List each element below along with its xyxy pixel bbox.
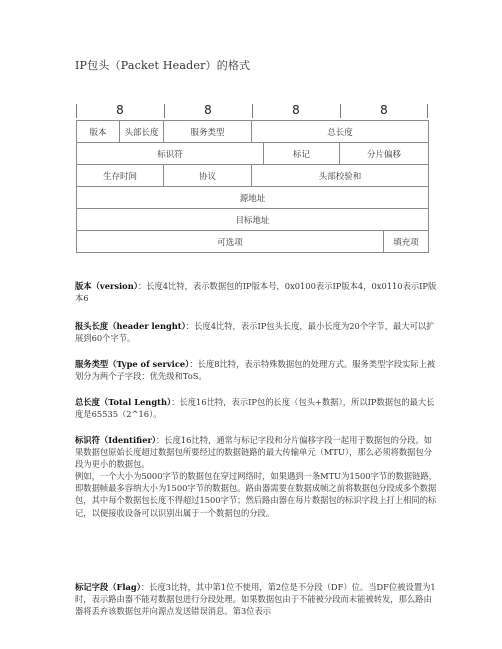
bit-width-label: 8 [116,103,124,117]
field-text: ：长度8比特，表示特殊数据包的处理方式。服务类型字段实际上被划分为两个子字段：优先级和ToS。 [75,359,436,382]
table-cell: 分片偏移 [340,143,429,165]
field-text: ：长度16比特，通常与标记字段和分片偏移字段一起用于数据包的分段。如果数据包原始长度超过数据包所要经过的数据链路的最大传输单元（MTU），那么必须将数据包分段为更小的数据包。 [75,435,433,470]
field-term: 标记字段（Flag） [75,582,141,592]
field-term: 报头长度（header lenght） [75,321,186,331]
table-cell: 头部长度 [120,121,164,143]
table-cell: 服务类型 [164,121,252,143]
table-cell: 填充项 [384,231,429,253]
field-description [75,280,437,304]
field-term: 版本（version） [75,281,138,291]
table-cell: 版本 [77,121,120,143]
table-cell: 生存时间 [77,165,164,187]
table-row [77,187,429,209]
field-text: ：长度16比特，表示IP包的长度（包头+数据），所以IP数据包的最大长度是65535（2^16）。 [75,397,435,420]
ruler-tick [76,104,77,118]
field-term: 标识符（Identifier） [75,435,156,445]
table-cell: 协议 [164,165,252,187]
table-row [77,165,429,187]
bit-width-ruler [76,104,428,118]
table-cell: 总长度 [252,121,429,143]
field-text: ：长度4比特，表示数据包的IP版本号，0x0100表示IP版本4，0x0110表示IP版本6 [75,281,437,304]
table-row [77,121,429,143]
ruler-tick [427,104,428,118]
field-term: 总长度（Total Length） [75,397,172,407]
table-row [77,143,429,165]
field-description [75,434,437,519]
table-cell: 目标地址 [77,209,429,231]
ruler-tick [340,104,341,118]
field-description [75,320,437,344]
table-cell: 头部校验和 [252,165,429,187]
field-description [75,358,437,382]
field-text: ：长度3比特，其中第1位不使用，第2位是不分段（DF）位。当DF位被设置为1时，表示路由器不能对数据包进行分段处理。如果数据包由于不能被分段而未能被转发，那么路由器将丢弃该数据包并向源点发送错误消息。第3位表示 [75,582,436,617]
page-title: IP包头（Packet Header）的格式 [75,59,251,72]
bit-width-label: 8 [380,103,388,117]
field-description [75,396,437,420]
bit-width-label: 8 [292,103,300,117]
bit-width-label: 8 [204,103,212,117]
field-text: ：长度4比特，表示IP包头长度，最小长度为20个字节，最大可以扩展到60个字节。 [75,321,435,344]
table-cell: 标记 [264,143,340,165]
ruler-tick [164,104,165,118]
field-example-text: 例如，一个大小为5000字节的数据包在穿过网络时，如果遇到一条MTU为1500字节的数据链路，即数据帧最多容纳大小为1500字节的数据包。路由器需要在数据成帧之前将数据包分段成多个数据包，其中每个数据包长度不得超过1500字节；然后路由器在每片数据包的标识字段上打上相同的标记，以便接收设备可以识别出属于一个数据包的分段。 [75,471,437,518]
field-description [75,581,437,617]
table-cell: 源地址 [77,187,429,209]
ip-header-table [76,120,429,253]
field-term: 服务类型（Type of service） [75,359,190,369]
table-cell: 可选项 [77,231,384,253]
table-cell: 标识符 [77,143,264,165]
table-row [77,231,429,253]
ruler-tick [252,104,253,118]
table-row [77,209,429,231]
